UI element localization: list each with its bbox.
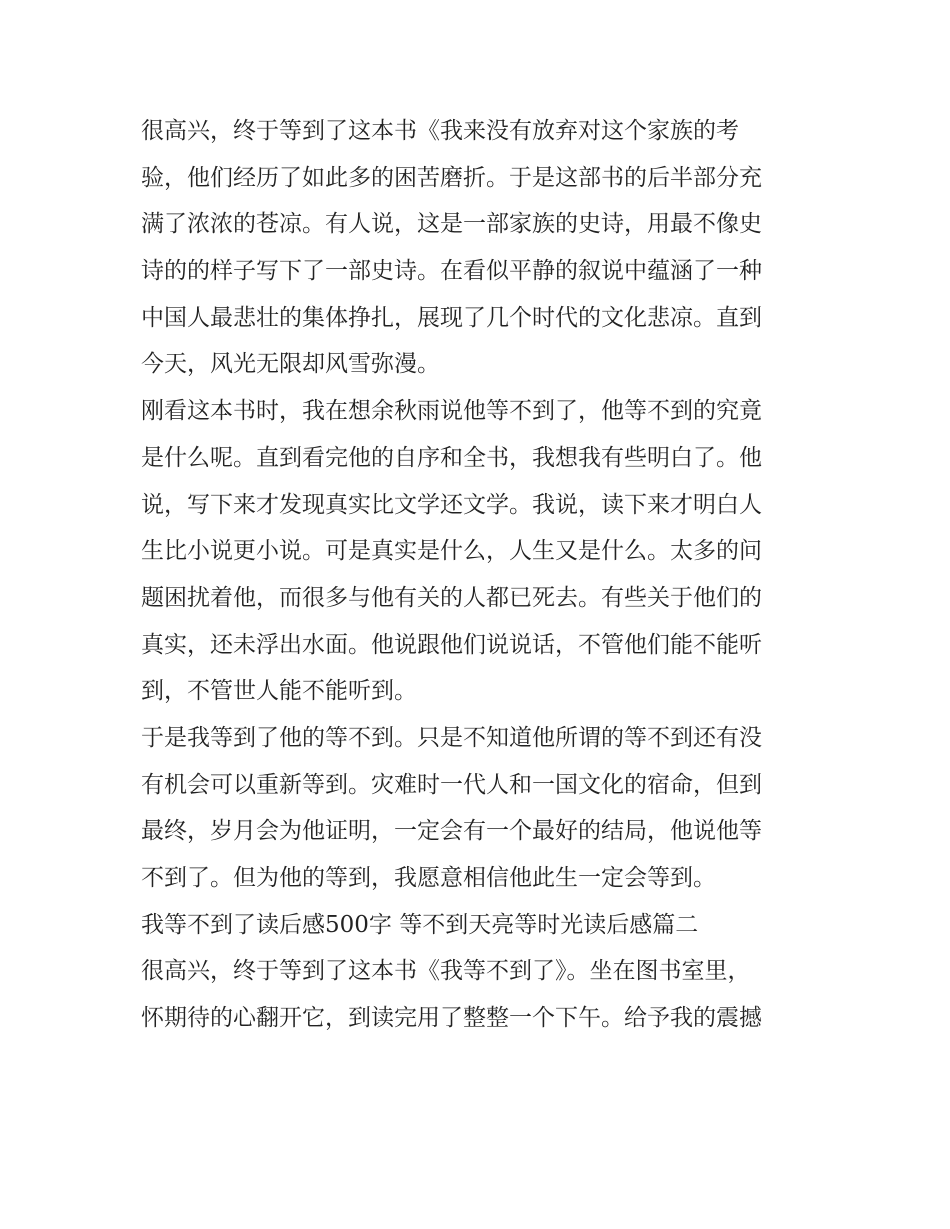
text-line-12: 真实，还未浮出水面。他说跟他们说说话，不管他们能不能听 xyxy=(141,631,762,658)
text-line-8: 是什么呢。直到看完他的自序和全书，我想我有些明白了。他 xyxy=(141,444,762,471)
text-line-1: 很高兴，终于等到了这本书《我来没有放弃对这个家族的考 xyxy=(141,118,739,144)
text-line-14: 于是我等到了他的等不到。只是不知道他所谓的等不到还有没 xyxy=(141,724,762,751)
text-line-15: 有机会可以重新等到。灾难时一代人和一国文化的宿命，但到 xyxy=(141,771,762,798)
text-line-10: 生比小说更小说。可是真实是什么，人生又是什么。太多的问 xyxy=(141,538,762,565)
document-body xyxy=(141,108,809,1042)
text-line-6: 今天，风光无限却风雪弥漫。 xyxy=(141,351,440,378)
text-line-16: 最终，岁月会为他证明，一定会有一个最好的结局，他说他等 xyxy=(141,818,762,845)
text-line-9: 说，写下来才发现真实比文学还文学。我说，读下来才明白人 xyxy=(141,491,762,518)
section-heading-line: 我等不到了读后感500字 等不到天亮等时光读后感篇二 xyxy=(141,911,699,938)
text-line-4: 诗的的样子写下了一部史诗。在看似平静的叙说中蕴涵了一种 xyxy=(141,258,762,285)
text-line-11: 题困扰着他，而很多与他有关的人都已死去。有些关于他们的 xyxy=(141,584,762,611)
text-line-17: 不到了。但为他的等到，我愿意相信他此生一定会等到。 xyxy=(141,865,716,891)
text-line-5: 中国人最悲壮的集体挣扎，展现了几个时代的文化悲凉。直到 xyxy=(141,304,762,331)
text-line-2: 验，他们经历了如此多的困苦磨折。于是这部书的后半部分充 xyxy=(141,164,762,191)
text-line-7: 刚看这本书时，我在想余秋雨说他等不到了，他等不到的究竟 xyxy=(141,398,762,425)
text-line-13: 到，不管世人能不能听到。 xyxy=(141,678,417,705)
text-line-19: 很高兴，终于等到了这本书《我等不到了》。坐在图书室里， xyxy=(141,958,751,985)
text-line-20: 怀期待的心翻开它，到读完用了整整一个下午。给予我的震撼 xyxy=(141,1005,762,1032)
text-line-3: 满了浓浓的苍凉。有人说，这是一部家族的史诗，用最不像史 xyxy=(141,211,762,238)
